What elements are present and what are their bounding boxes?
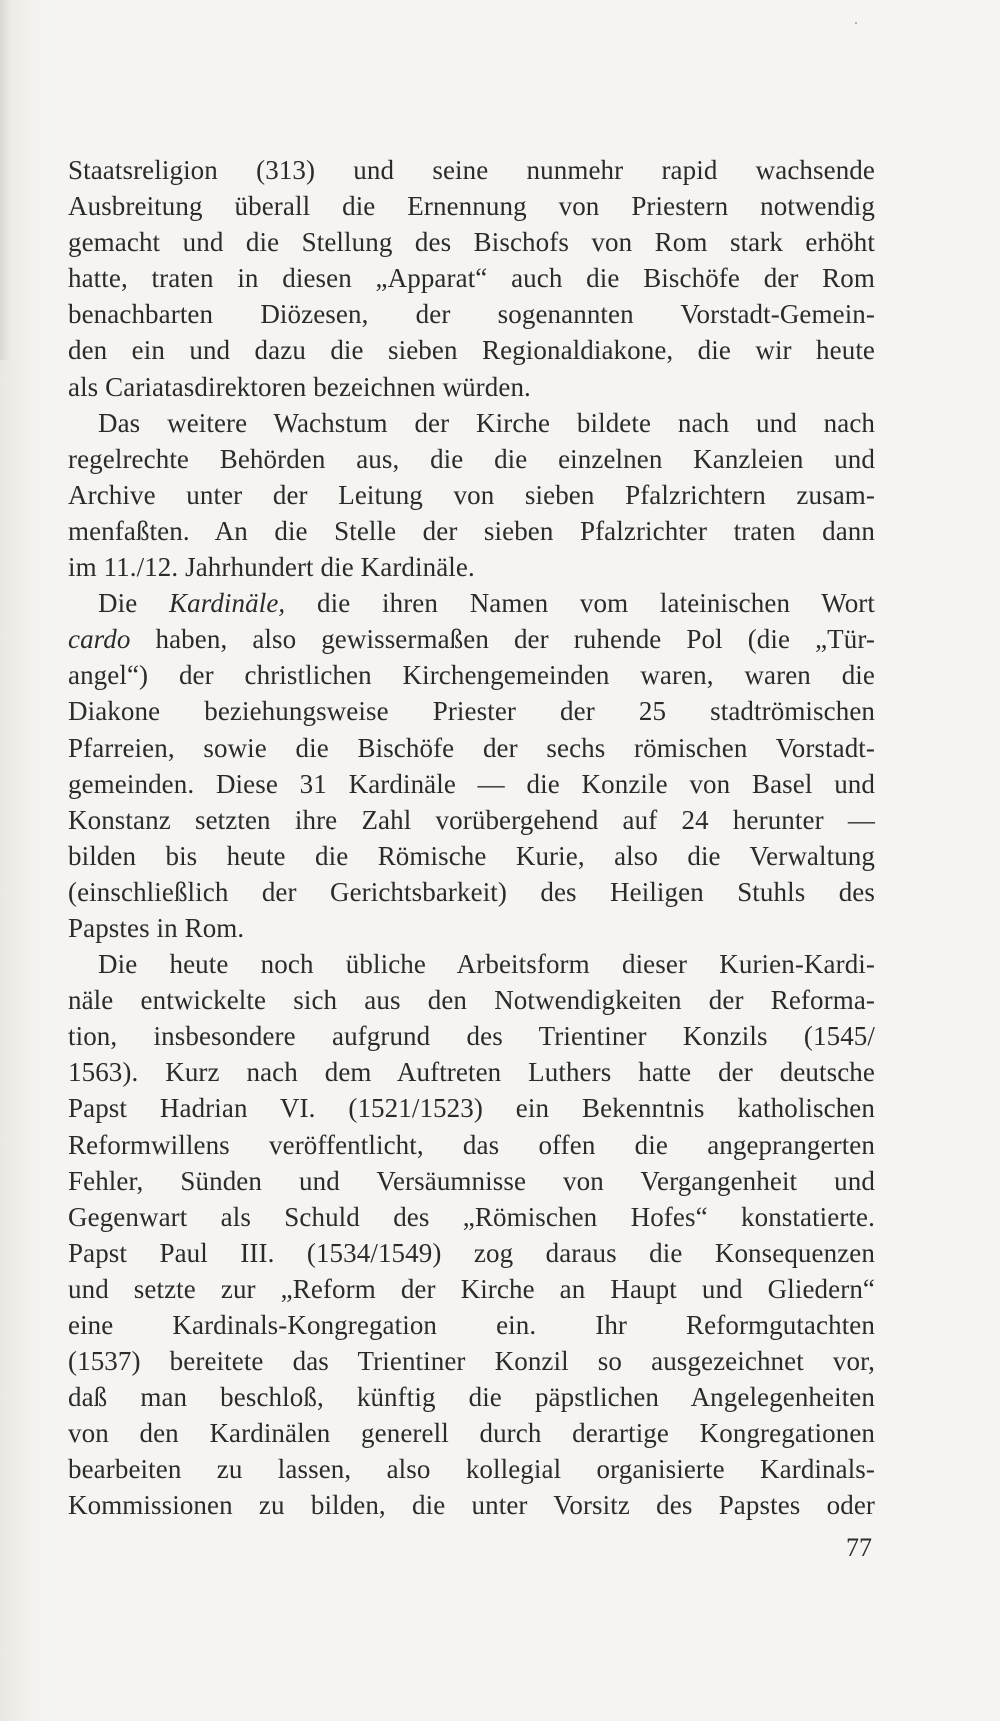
page-gutter-shadow bbox=[0, 0, 10, 360]
text-line: als Cariatasdirektoren bezeichnen würden. bbox=[68, 371, 531, 402]
text-line: Staatsreligion (313) und seine nunmehr rapid wachsende bbox=[68, 155, 875, 185]
text-line: bearbeiten zu lassen, also kollegial organisierte Kardinals- bbox=[68, 1454, 875, 1485]
text-line: Ausbreitung überall die Ernennung von Priestern notwendig bbox=[68, 191, 875, 222]
text-line: bilden bis heute die Römische Kurie, also die Verwaltung bbox=[68, 840, 875, 871]
italic-term: cardo bbox=[68, 624, 131, 655]
text-line: Gegenwart als Schuld des „Römischen Hofes“ konstatierte. bbox=[68, 1201, 875, 1232]
text-line: 1563). Kurz nach dem Auftreten Luthers hatte der deutsche bbox=[68, 1057, 875, 1088]
text-line: und setzte zur „Reform der Kirche an Haupt und Gliedern“ bbox=[68, 1273, 875, 1304]
text-line: daß man beschloß, künftig die päpstlichen Angelegenheiten bbox=[68, 1382, 875, 1413]
text-line: näle entwickelte sich aus den Notwendigkeiten der Reforma- bbox=[68, 985, 875, 1016]
italic-term: Kardinäle, bbox=[169, 588, 286, 619]
text-run: Die bbox=[98, 588, 170, 619]
text-line: im 11./12. Jahrhundert die Kardinäle. bbox=[68, 552, 475, 583]
text-run: die ihren Namen vom lateinischen Wort bbox=[285, 588, 875, 619]
text-line: regelrechte Behörden aus, die die einzelnen Kanzleien und bbox=[68, 443, 875, 474]
text-line: menfaßten. An die Stelle der sieben Pfalzrichter traten dann bbox=[68, 515, 875, 546]
text-line: Diakone beziehungsweise Priester der 25 stadtrömischen bbox=[68, 696, 875, 727]
text-line: hatte, traten in diesen „Apparat“ auch die Bischöfe der Rom bbox=[68, 263, 875, 294]
text-line: (1537) bereitete das Trientiner Konzil so ausgezeichnet vor, bbox=[68, 1346, 875, 1377]
paper-speck bbox=[855, 22, 857, 24]
text-line: tion, insbesondere aufgrund des Trientiner Konzils (1545/ bbox=[68, 1021, 875, 1052]
text-line: Das weitere Wachstum der Kirche bildete nach und nach bbox=[98, 407, 875, 438]
text-line: (einschließlich der Gerichtsbarkeit) des Heiligen Stuhls des bbox=[68, 876, 875, 907]
text-run: haben, also gewissermaßen der ruhende Pol (die „Tür- bbox=[130, 624, 875, 655]
text-line: Papstes in Rom. bbox=[68, 912, 245, 943]
text-line: Reformwillens veröffentlicht, das offen die angeprangerten bbox=[68, 1129, 875, 1160]
page-number: 77 bbox=[846, 1533, 872, 1562]
text-line: Papst Paul III. (1534/1549) zog daraus die Konsequenzen bbox=[68, 1237, 875, 1268]
text-line bbox=[68, 621, 875, 657]
body-text bbox=[68, 152, 875, 1524]
text-line bbox=[68, 585, 875, 621]
text-line: von den Kardinälen generell durch derartige Kongregationen bbox=[68, 1418, 875, 1449]
text-line: angel“) der christlichen Kirchengemeinden waren, waren die bbox=[68, 660, 875, 691]
text-line: Die heute noch übliche Arbeitsform dieser Kurien-Kardi- bbox=[98, 949, 875, 980]
text-line: Archive unter der Leitung von sieben Pfalzrichtern zusam- bbox=[68, 479, 875, 510]
text-line: Papst Hadrian VI. (1521/1523) ein Bekenntnis katholischen bbox=[68, 1093, 875, 1124]
text-line: Konstanz setzten ihre Zahl vorübergehend auf 24 herunter — bbox=[68, 804, 875, 835]
text-line: benachbarten Diözesen, der sogenannten Vorstadt-Gemein- bbox=[68, 299, 875, 330]
text-line: eine Kardinals-Kongregation ein. Ihr Reformgutachten bbox=[68, 1310, 875, 1340]
text-line: Fehler, Sünden und Versäumnisse von Vergangenheit und bbox=[68, 1165, 875, 1196]
text-line: gemeinden. Diese 31 Kardinäle — die Konzile von Basel und bbox=[68, 768, 875, 799]
text-line: gemacht und die Stellung des Bischofs von Rom stark erhöht bbox=[68, 227, 875, 258]
text-line: Pfarreien, sowie die Bischöfe der sechs römischen Vorstadt- bbox=[68, 732, 875, 763]
text-line: Kommissionen zu bilden, die unter Vorsitz des Papstes oder bbox=[68, 1490, 875, 1521]
text-line: den ein und dazu die sieben Regionaldiakone, die wir heute bbox=[68, 335, 875, 366]
